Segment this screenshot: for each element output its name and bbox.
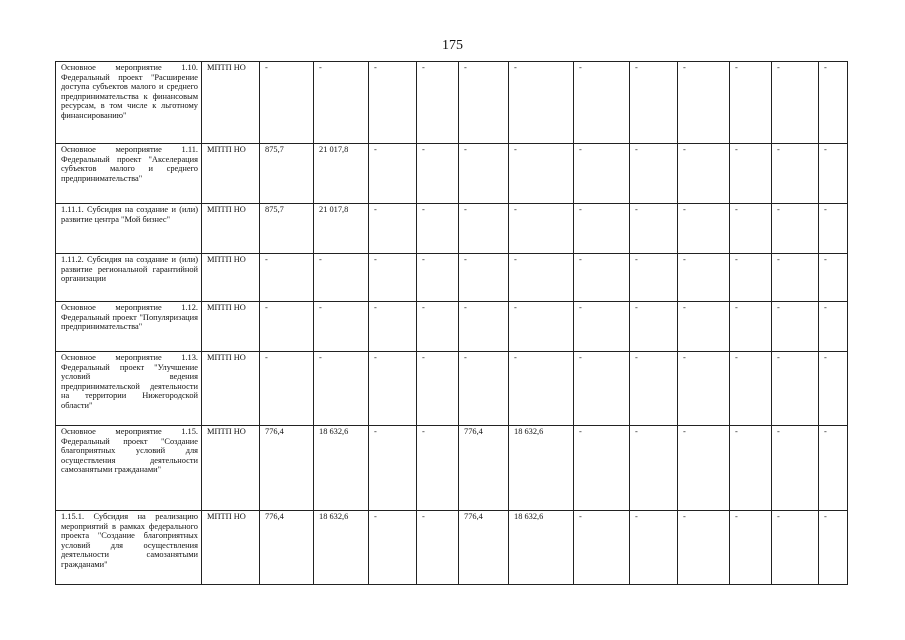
value-cell: - [417,254,459,302]
value-cell: - [574,511,630,585]
value-cell: - [574,426,630,511]
value-cell: 18 632,6 [509,426,574,511]
executor-cell: МПТП НО [202,511,260,585]
value-cell: 875,7 [260,204,314,254]
table-row [56,144,848,204]
measure-name-cell: Основное мероприятие 1.12. Федеральный проект "Популяризация предпринимательства" [56,302,202,352]
measure-name-cell: 1.11.1. Субсидия на создание и (или) развитие центра "Мой бизнес" [56,204,202,254]
value-cell: - [509,254,574,302]
value-cell: - [819,511,848,585]
value-cell: - [417,426,459,511]
value-cell: - [314,352,369,426]
value-cell: 21 017,8 [314,204,369,254]
measure-name-cell: Основное мероприятие 1.11. Федеральный проект "Акселерация субъектов малого и среднего предпринимательства" [56,144,202,204]
value-cell: - [459,204,509,254]
value-cell: - [772,204,819,254]
value-cell: - [630,426,678,511]
table-row [56,204,848,254]
value-cell: 18 632,6 [509,511,574,585]
value-cell: - [819,426,848,511]
value-cell: - [772,144,819,204]
value-cell: - [772,426,819,511]
value-cell: - [369,254,417,302]
value-cell: - [314,62,369,144]
value-cell: - [574,302,630,352]
value-cell: 875,7 [260,144,314,204]
value-cell: - [630,352,678,426]
executor-cell: МПТП НО [202,426,260,511]
table-row [56,352,848,426]
value-cell: - [819,204,848,254]
value-cell: - [678,352,730,426]
value-cell: - [678,254,730,302]
value-cell: 776,4 [459,426,509,511]
value-cell: - [630,254,678,302]
value-cell: - [260,254,314,302]
value-cell: - [574,254,630,302]
executor-cell: МПТП НО [202,302,260,352]
value-cell: - [417,204,459,254]
page-number: 175 [442,38,463,53]
value-cell: - [678,204,730,254]
value-cell: - [730,426,772,511]
table-row [56,511,848,585]
value-cell: - [417,144,459,204]
value-cell: - [369,204,417,254]
value-cell: - [260,62,314,144]
value-cell: - [574,204,630,254]
value-cell: - [459,62,509,144]
value-cell: - [730,144,772,204]
value-cell: - [678,426,730,511]
table-row [56,254,848,302]
value-cell: - [772,302,819,352]
value-cell: - [772,62,819,144]
executor-cell: МПТП НО [202,144,260,204]
value-cell: - [678,144,730,204]
value-cell: - [417,302,459,352]
value-cell: - [509,204,574,254]
value-cell: - [772,511,819,585]
value-cell: - [819,62,848,144]
value-cell: - [630,144,678,204]
value-cell: - [314,254,369,302]
value-cell: - [509,352,574,426]
value-cell: - [630,204,678,254]
value-cell: - [417,62,459,144]
value-cell: - [260,302,314,352]
value-cell: - [509,62,574,144]
value-cell: - [417,352,459,426]
value-cell: - [369,302,417,352]
value-cell: - [369,62,417,144]
value-cell: 18 632,6 [314,511,369,585]
value-cell: - [678,302,730,352]
measure-name-cell: Основное мероприятие 1.13. Федеральный проект "Улучшение условий ведения предпринимательской деятельности на территории Нижегородской области" [56,352,202,426]
value-cell: - [509,144,574,204]
value-cell: 21 017,8 [314,144,369,204]
value-cell: - [772,352,819,426]
executor-cell: МПТП НО [202,352,260,426]
value-cell: - [574,144,630,204]
value-cell: - [417,511,459,585]
value-cell: - [459,144,509,204]
measure-name-cell: Основное мероприятие 1.15. Федеральный проект "Создание благоприятных условий для осуществления деятельности самозанятыми гражданами" [56,426,202,511]
value-cell: - [819,144,848,204]
value-cell: - [630,511,678,585]
value-cell: - [819,254,848,302]
value-cell: - [730,511,772,585]
value-cell: - [369,144,417,204]
table-row [56,302,848,352]
value-cell: - [630,62,678,144]
value-cell: - [369,511,417,585]
value-cell: - [459,352,509,426]
value-cell: 18 632,6 [314,426,369,511]
executor-cell: МПТП НО [202,62,260,144]
table-row [56,426,848,511]
value-cell: - [369,426,417,511]
value-cell: - [678,62,730,144]
value-cell: - [369,352,417,426]
value-cell: - [260,352,314,426]
measure-name-cell: Основное мероприятие 1.10. Федеральный проект "Расширение доступа субъектов малого и среднего предпринимательства к финансовым ресурсам, в том числе к льготному финансированию" [56,62,202,144]
budget-table [55,61,848,585]
executor-cell: МПТП НО [202,204,260,254]
value-cell: - [574,62,630,144]
value-cell: - [509,302,574,352]
value-cell: 776,4 [260,426,314,511]
value-cell: 776,4 [260,511,314,585]
value-cell: 776,4 [459,511,509,585]
value-cell: - [730,302,772,352]
value-cell: - [459,254,509,302]
value-cell: - [730,62,772,144]
measure-name-cell: 1.11.2. Субсидия на создание и (или) развитие региональной гарантийной организации [56,254,202,302]
value-cell: - [772,254,819,302]
value-cell: - [459,302,509,352]
value-cell: - [314,302,369,352]
value-cell: - [730,204,772,254]
value-cell: - [574,352,630,426]
value-cell: - [678,511,730,585]
value-cell: - [730,352,772,426]
value-cell: - [819,302,848,352]
value-cell: - [630,302,678,352]
measure-name-cell: 1.15.1. Субсидия на реализацию мероприятий в рамках федерального проекта "Создание благоприятных условий для осуществления деятельности самозанятыми гражданами" [56,511,202,585]
value-cell: - [819,352,848,426]
executor-cell: МПТП НО [202,254,260,302]
table-row [56,62,848,144]
value-cell: - [730,254,772,302]
